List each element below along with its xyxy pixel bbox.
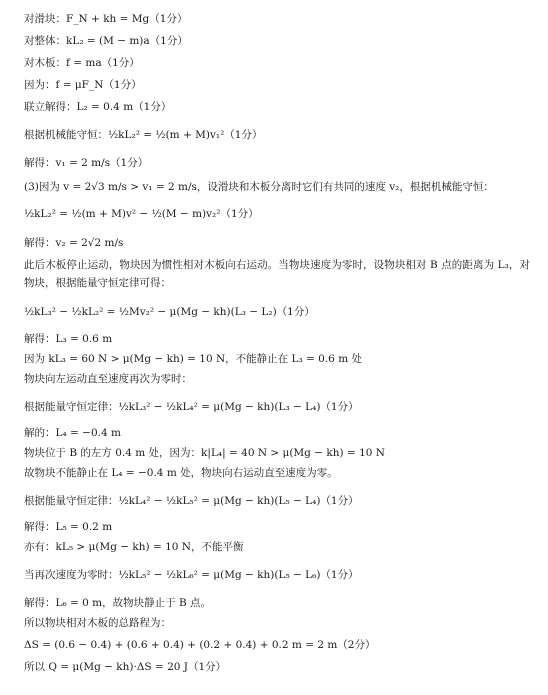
line-14: 因为 kL₃ = 60 N > μ(Mg − kh) = 10 N，不能静止在 L₃ = 0.6 m 处	[24, 353, 362, 365]
line-7: 解得：v₁ = 2 m/s（1分）	[24, 157, 149, 169]
line-5: 联立解得：L₂ = 0.4 m（1分）	[24, 101, 172, 113]
line-18: 物块位于 B 的左方 0.4 m 处，因为：k|L₄| = 40 N > μ(Mg − kh) = 10 N	[24, 447, 385, 459]
line-4: 因为：f = μF_N（1分）	[24, 79, 142, 91]
line-23: 当再次速度为零时：½kL₅² − ½kL₆² = μ(Mg − kh)(L₅ − L₆)（1分）	[24, 569, 359, 581]
line-12: ½kL₃² − ½kL₂² = ½Mv₂² − μ(Mg − kh)(L₃ − L₂)（1分）	[24, 306, 315, 318]
line-16: 根据能量守恒定律：½kL₃² − ½kL₄² = μ(Mg − kh)(L₃ − L₄)（1分）	[24, 401, 359, 413]
line-26: ΔS = (0.6 − 0.4) + (0.6 + 0.4) + (0.2 + 0.4) + 0.2 m = 2 m（2分）	[24, 639, 376, 651]
line-17: 解的：L₄ = −0.4 m	[24, 427, 121, 439]
line-10: 解得：v₂ = 2√2 m/s	[24, 237, 124, 249]
line-3: 对木板：f = ma（1分）	[24, 57, 140, 69]
line-24: 解得：L₆ = 0 m，故物块静止于 B 点。	[24, 597, 212, 609]
line-2: 对整体：kL₂ = (M − m)a（1分）	[24, 35, 188, 47]
line-6: 根据机械能守恒：½kL₂² = ½(m + M)v₁²（1分）	[24, 129, 263, 141]
line-13: 解得：L₃ = 0.6 m	[24, 333, 113, 345]
line-20: 根据能量守恒定律：½kL₄² − ½kL₅² = μ(Mg − kh)(L₅ − L₄)（1分）	[24, 495, 359, 507]
line-1: 对滑块：F_N + kh = Mg（1分）	[24, 13, 188, 25]
line-25: 所以物块相对木板的总路程为：	[24, 617, 171, 629]
line-15: 物块向左运动直至速度再次为零时：	[24, 373, 192, 385]
line-22: 亦有：kL₅ > μ(Mg − kh) = 10 N，不能平衡	[24, 541, 244, 553]
line-27: 所以 Q = μ(Mg − kh)·ΔS = 20 J（1分）	[24, 661, 227, 673]
line-9: ½kL₂² = ½(m + M)v² − ½(M − m)v₂²（1分）	[24, 208, 259, 220]
line-19: 故物块不能静止在 L₄ = −0.4 m 处，物块向右运动直至速度为零。	[24, 467, 338, 479]
line-8: (3)因为 v = 2√3 m/s > v₁ = 2 m/s，设滑块和木板分离时它们有共同的速度 v₂，根据机械能守恒：	[24, 181, 494, 193]
line-11: 此后木板停止运动，物块因为惯性相对木板向右运动。当物块速度为零时，设物块相对 B 点的距离为 L₃，对物块，根据能量守恒定律可得：	[24, 259, 530, 289]
line-21: 解得：L₅ = 0.2 m	[24, 521, 113, 533]
